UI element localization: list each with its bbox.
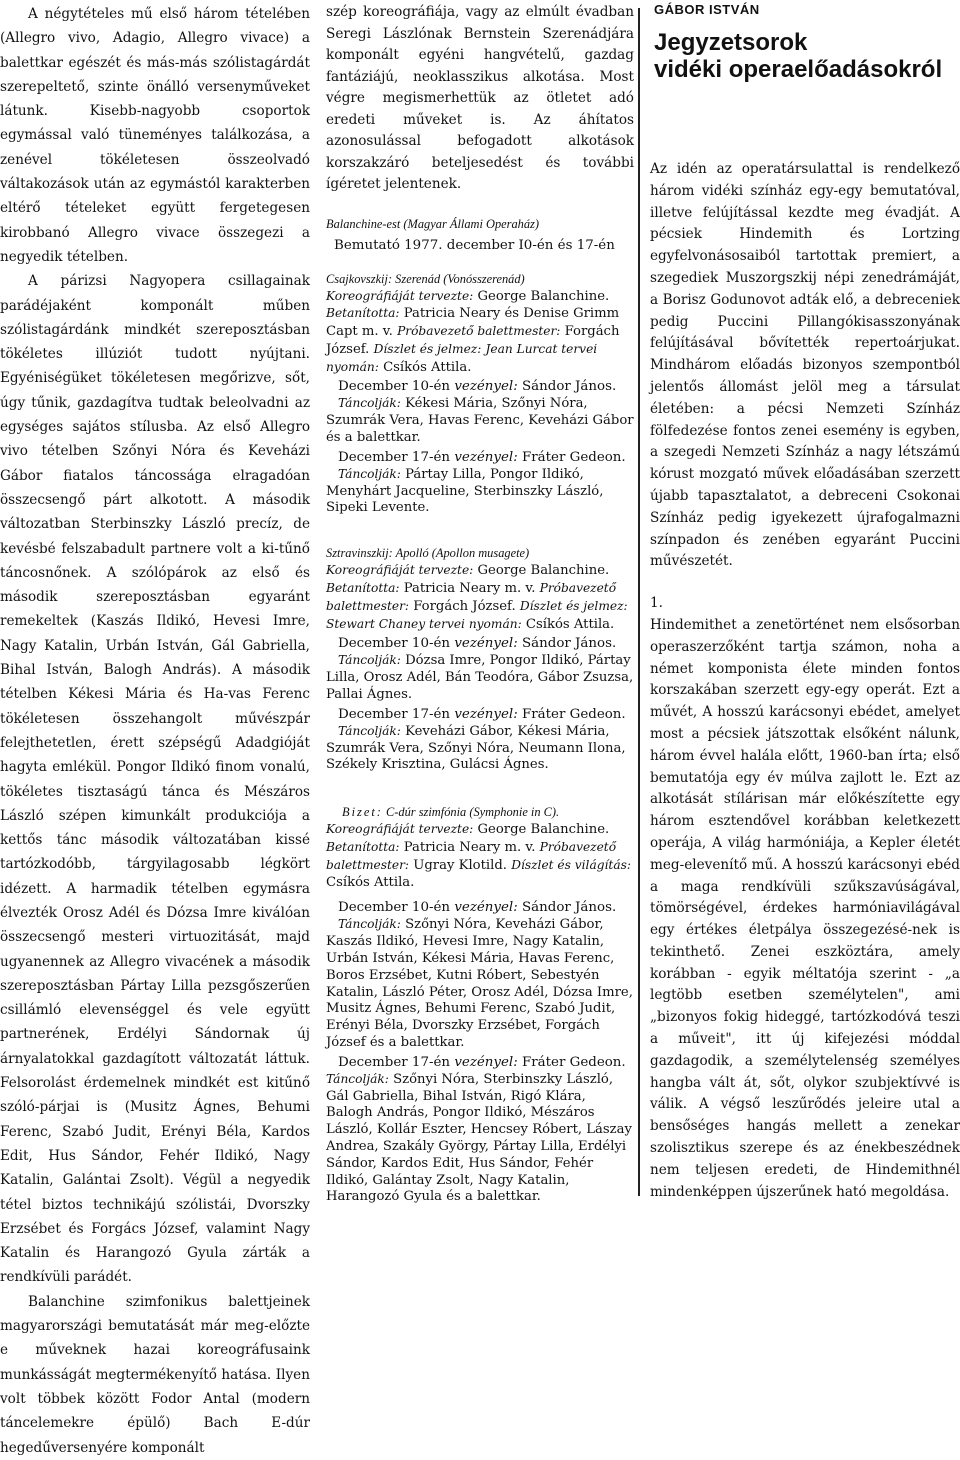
conductor-label: vezényel:: [454, 449, 518, 465]
credit-label: Koreográfiáját tervezte:: [326, 822, 474, 837]
credit-rehearsed: [326, 580, 634, 633]
cast-label: Táncolják:: [338, 917, 401, 932]
performance-date: [326, 378, 634, 395]
conductor: Sándor János.: [521, 636, 617, 652]
performance-date: [326, 1054, 634, 1071]
lead-paragraph: Az idén az operatársulattal is rendelkező három vidéki színház egy-egy bemutatóval, illetve felújítással kezdte meg évadját. A pécsiek Hindemith és Lortzing egyfelvonásosaiból tartottak premiert, a szegediek Muszorgszkij népi zenedrámáját, a Borisz Godunovot adták elő, a debreceniek pedig Puccini Pillangókisasszonyának felújításával bővítették repertoárjukat. Mindhárom előadás bizonyos szempontból jelentős állomást jelöl meg a társulat életében: a pécsi Nemzeti Színház fölfedezése fontos zenei esemény is egyben, a szegedi Nemzeti Színház a nagy létszámú kórust mozgató művek előadásában szerzett újabb tapasztalatot, a debreceni Csokonai Színház pedig igyekezett újrafogalmazni színpadon és zenében egyaránt Puccini művészetét.: [650, 161, 960, 570]
performance-cast: [326, 466, 634, 517]
title-line: Jegyzetsorok: [654, 29, 808, 56]
credit-value: Stewart Chaney tervei nyomán:: [326, 616, 522, 631]
cast-label: Táncolják:: [338, 466, 401, 481]
section-number: 1.: [650, 595, 663, 612]
credit-value: George Balanchine.: [477, 288, 610, 304]
credit-value: Ugray Klotild.: [413, 857, 507, 873]
credit-value: Csíkós Attila.: [525, 616, 615, 632]
credit-label: Díszlet és jelmez:: [519, 598, 628, 613]
credit-label: Koreográfiáját tervezte:: [326, 288, 474, 303]
conductor-label: vezényel:: [454, 706, 518, 722]
event-title: Balanchine-est (Magyar Állami Operaház): [326, 216, 540, 231]
credit-value: Csíkós Attila.: [326, 874, 415, 890]
paragraph: A négytételes mű első három tételében (Allegro vivo, Adagio, Allegro vivace) a balettkar egészét és más-más szólistagárdát szerepeltető, szinte önálló versenyműveket látunk. Kisebb-nagyobb csoportok egymással való tüneményes találkozása, a zenével tökéletesen összeolvadó váltakozások után az egymástól karakterben eltérő tételeket együtt fergetegesen kirobbanó Allegro vivace összegezi a negyedik tételben.: [0, 6, 310, 265]
credit-value: Jean Lurcat tervei nyomán:: [326, 341, 598, 374]
credit-value: Patricia Neary m. v.: [403, 581, 536, 597]
performance-date: [326, 899, 634, 916]
credit-value: Forgách József.: [413, 598, 516, 614]
perf-date: December 10-én: [338, 900, 451, 916]
cast-label: Táncolják:: [338, 396, 401, 411]
cast-label: Táncolják:: [338, 723, 401, 738]
cast-list: Kékesi Mária, Szőnyi Nóra, Szumrák Vera, Havas Ferenc, Keveházi Gábor és a balettkar.: [326, 396, 634, 446]
column-right: [650, 0, 960, 1203]
credit-label: Díszlet és világítás:: [511, 857, 631, 872]
credit-label: Koreográfiáját tervezte:: [326, 563, 474, 578]
cast-label: Táncolják:: [338, 653, 401, 668]
perf-date: December 17-én: [338, 706, 451, 722]
conductor-label: vezényel:: [454, 636, 518, 652]
performance-cast: [326, 652, 634, 703]
perf-date: December 17-én: [338, 449, 451, 465]
credit-label: Betanította:: [326, 306, 400, 321]
conductor: Sándor János.: [521, 900, 617, 916]
column-left: [0, 0, 310, 1460]
column-middle: [326, 0, 634, 1206]
performance-date: [326, 706, 634, 723]
credit-rehearsed: [326, 839, 634, 891]
perf-date: December 17-én: [338, 1054, 451, 1070]
article-title: [654, 29, 960, 83]
conductor: Fráter Gedeon.: [521, 449, 626, 465]
conductor: Sándor János.: [521, 379, 617, 395]
conductor-label: vezényel:: [454, 1054, 518, 1070]
perf-date: December 10-én: [338, 636, 451, 652]
piece-apollo: [326, 545, 634, 774]
piece-symphony-in-c: [326, 804, 634, 1206]
paragraph: A párizsi Nagyopera csillagainak parádéjaként komponált műben szólistagárdánk mindkét szereposztásban tökéletes illúziót tudott nyújtani. Egyéniségüket tökéletesen megőrizve, sőt, úgy tűnik, gazdagítva tudtak beleolvadni az egységes sajátos stílusba. Az első Allegro vivo tételben Szőnyi Nóra és Keveházi Gábor fiatalos táncossága elragadóan összecsengő párt alkotott. A második változatban Sterbinszky László precíz, de kevésbé felszabadult partnere volt a ki-tűnő táncosnőnek. A szólópárok az első és második szereposztásban egyaránt remekeltek (Kaszás Ildikó, Hevesi Imre, Nagy Katalin, Urbán István, Gál Gabriella, Bihal István, Balogh András). A második tételben Kékesi Mária és Ha-vas Ferenc tökéletesen összehangolt művészpár felejthetetlen, érett szépségű Adadgióját hagyta emlékül. Pongor Ildikó finom vonalú, tökéletes tisztaságú tánca és Mészáros László szépen kimunkált produkciója a kettős tánc második változatában kissé tartózkodóbb, tárgyilagosabb légkört idézett. A harmadik tételben egymásra élvezték Orosz Adél és Dózsa Imre kiválóan összecsengő mesteri virtuozitását, majd ugyanennek az Allegro vivacének a második szereposztásban Pártay Lilla pezsgőszerűen csillámló elevenséggel és vele együtt partnerének, Erdélyi Sándornak új árnyalatokkal gazdagított változatát láttuk. Felsorolást érdemelnek mindkét est kitűnő szóló-párjai is (Musitz Ágnes, Behumi Ferenc, Szabó Judit, Erényi Béla, Kardos Edit, Hus Sándor, Fehér Ildikó, Nagy Katalin, Galántai Zsolt). Végül a negyedik tétel biztos technikájú szólistái, Dvorszky Erzsébet és Forgács József, valamint Nagy Katalin és Harangozó Gyula zárták a rendkívüli parádét.: [0, 273, 310, 1286]
credit-value: George Balanchine.: [477, 563, 610, 579]
credit-choreography: [326, 821, 634, 839]
performance-cast: [326, 916, 634, 1051]
credit-choreography: [326, 562, 634, 580]
performance-cast: [326, 1071, 634, 1206]
performance-date: [326, 449, 634, 466]
conductor-label: vezényel:: [454, 900, 518, 916]
credit-label: Próbavezető balettmester:: [397, 324, 561, 339]
credit-label: Betanította:: [326, 840, 400, 855]
paragraph: szép koreográfiája, vagy az elmúlt évadban Seregi Lászlónak Bernstein Szerenádjára komponált egyéni hangvételű, gazdag fantáziájú, neoklasszikus alkotása. Most végre megismerhettük az ötletet adó eredeti műveket is. Az áhítatos azonosulással befogadott alkotások korszakzáró beteljesedést és további ígéretet jelentenek.: [326, 4, 634, 192]
conductor-label: vezényel:: [454, 379, 518, 395]
credit-value: Csíkós Attila.: [383, 359, 472, 375]
title-line: vidéki operaelőadásokról: [654, 56, 943, 83]
credit-label: Díszlet és jelmez:: [373, 341, 482, 356]
performance-cast: [326, 395, 634, 446]
credit-value: Forgách József.: [326, 324, 620, 357]
piece-serenade: [326, 271, 634, 518]
column-divider: [638, 8, 640, 1196]
credit-rehearsed: [326, 305, 634, 376]
credit-label: Betanította:: [326, 581, 400, 596]
author-name: GÁBOR ISTVÁN: [654, 2, 760, 17]
piece-heading: Sztravinszkij: Apolló (Apollon musagete): [326, 546, 530, 561]
cast-list: Keveházi Gábor, Kékesi Mária, Szumrák Vera, Szőnyi Nóra, Neumann Ilona, Székely Krisztina, Gulácsi Ágnes.: [326, 723, 626, 773]
performance-cast: [326, 723, 634, 774]
composer: Bizet:: [342, 805, 383, 820]
work-title: C-dúr szimfónia (Symphonie in C).: [386, 805, 560, 820]
event-date: Bemutató 1977. december I0-én és 17-én: [334, 237, 615, 253]
performance-date: [326, 635, 634, 652]
credit-value: Patricia Neary és Denise Grimm Capt m. v.: [326, 306, 620, 340]
credit-choreography: [326, 288, 634, 306]
credit-value: George Balanchine.: [477, 822, 610, 838]
paragraph: Balanchine szimfonikus balettjeinek magyarországi bemutatását már meg-előzte e műveknek hazai koreográfusaink munkásságát megtermékenyítő hatása. Ilyen volt többek között Fodor Antal (modern táncelemekre épülő) Bach E-dúr hegedűversenyére komponált: [0, 1293, 310, 1456]
cast-list: Szőnyi Nóra, Keveházi Gábor, Kaszás Ildikó, Hevesi Imre, Nagy Katalin, Urbán István, Kékesi Mária, Havas Ferenc, Boros Erzsébet, Kutni Róbert, Sebestyén Katalin, László Péter, Orosz Adél, Dózsa Imre, Musitz Ágnes, Behumi Ferenc, Szabó Judit, Erényi Béla, Dvorszky Erzsébet, Forgách József és a balettkar.: [326, 917, 633, 1050]
cast-label: Táncolják:: [326, 1071, 389, 1086]
piece-heading: Csajkovszkij: Szerenád (Vonósszerenád): [326, 271, 525, 286]
perf-date: December 10-én: [338, 379, 451, 395]
conductor: Fráter Gedeon.: [521, 1054, 626, 1070]
conductor: Fráter Gedeon.: [521, 706, 626, 722]
credit-label: Próbavezető balettmester:: [326, 581, 617, 613]
credit-value: Patricia Neary m. v.: [403, 840, 536, 856]
paragraph: Hindemithet a zenetörténet nem elsősorban operaszerzőként tartja számon, noha a német komponista élete minden fontos korszakában szerzett egy-egy operát. Ezt a művét, A hosszú karácsonyi ebédet, amelyet most a pécsiek játszottak elsőként nálunk, három évvel halála előtt, 1960-ban írta; első bemutatója egy év múlva zajlott le. Ezt az alkotását stílárisan már előkészítette egy három esztendővel korábban keletkezett operája, A világ harmóniája, a Kepler életét meg-elevenítő mű. A hosszú karácsonyi ebéd a maga rendkívüli szűkszavúságával, tömörségével, érdekes harmóniavilágával egy értékes életpálya összegezésé-nek is tekinthető. Zenei eszköztára, amely korábban - egyik méltatója szerint - „a legtöbb esetben személytelen", ami „bizonyos fokig hideggé, tartózkodóvá teszi a műveit", itt új kifejezési móddal gazdagodik, a személytelenség személyes hangba vált át, sőt, olykor szubjektívvé is válik. A végső leszűrődés jeleire utal a bensőséges hangás mellett a zenekar szolisztikus szerepe és az énekbeszédnek nem teljesen eredeti, de Hindemithnél mindenképpen újszerűnek ható megoldása.: [650, 616, 960, 1200]
cast-list: Pártay Lilla, Pongor Ildikó, Menyhárt Jacqueline, Sterbinszky László, Sipeki Levente.: [326, 466, 604, 516]
piece-heading: [326, 804, 634, 821]
credit-label: Próbavezető balettmester:: [326, 840, 617, 872]
cast-list: Szőnyi Nóra, Sterbinszky László, Gál Gabriella, Bihal István, Rigó Klára, Balogh András, Pongor Ildikó, Mészáros László, Kollár Eszter, Hencsey Róbert, Lászay Andrea, Szakály György, Pártay Lilla, Erdélyi Sándor, Kardos Edit, Hus Sándor, Fehér Ildikó, Galántay Zsolt, Nagy Katalin, Harangozó Gyula és a balettkar.: [326, 1071, 632, 1205]
cast-list: Dózsa Imre, Pongor Ildikó, Pártay Lilla, Orosz Adél, Bán Teodóra, Gábor Zsuzsa, Pallai Ágnes.: [326, 653, 634, 703]
